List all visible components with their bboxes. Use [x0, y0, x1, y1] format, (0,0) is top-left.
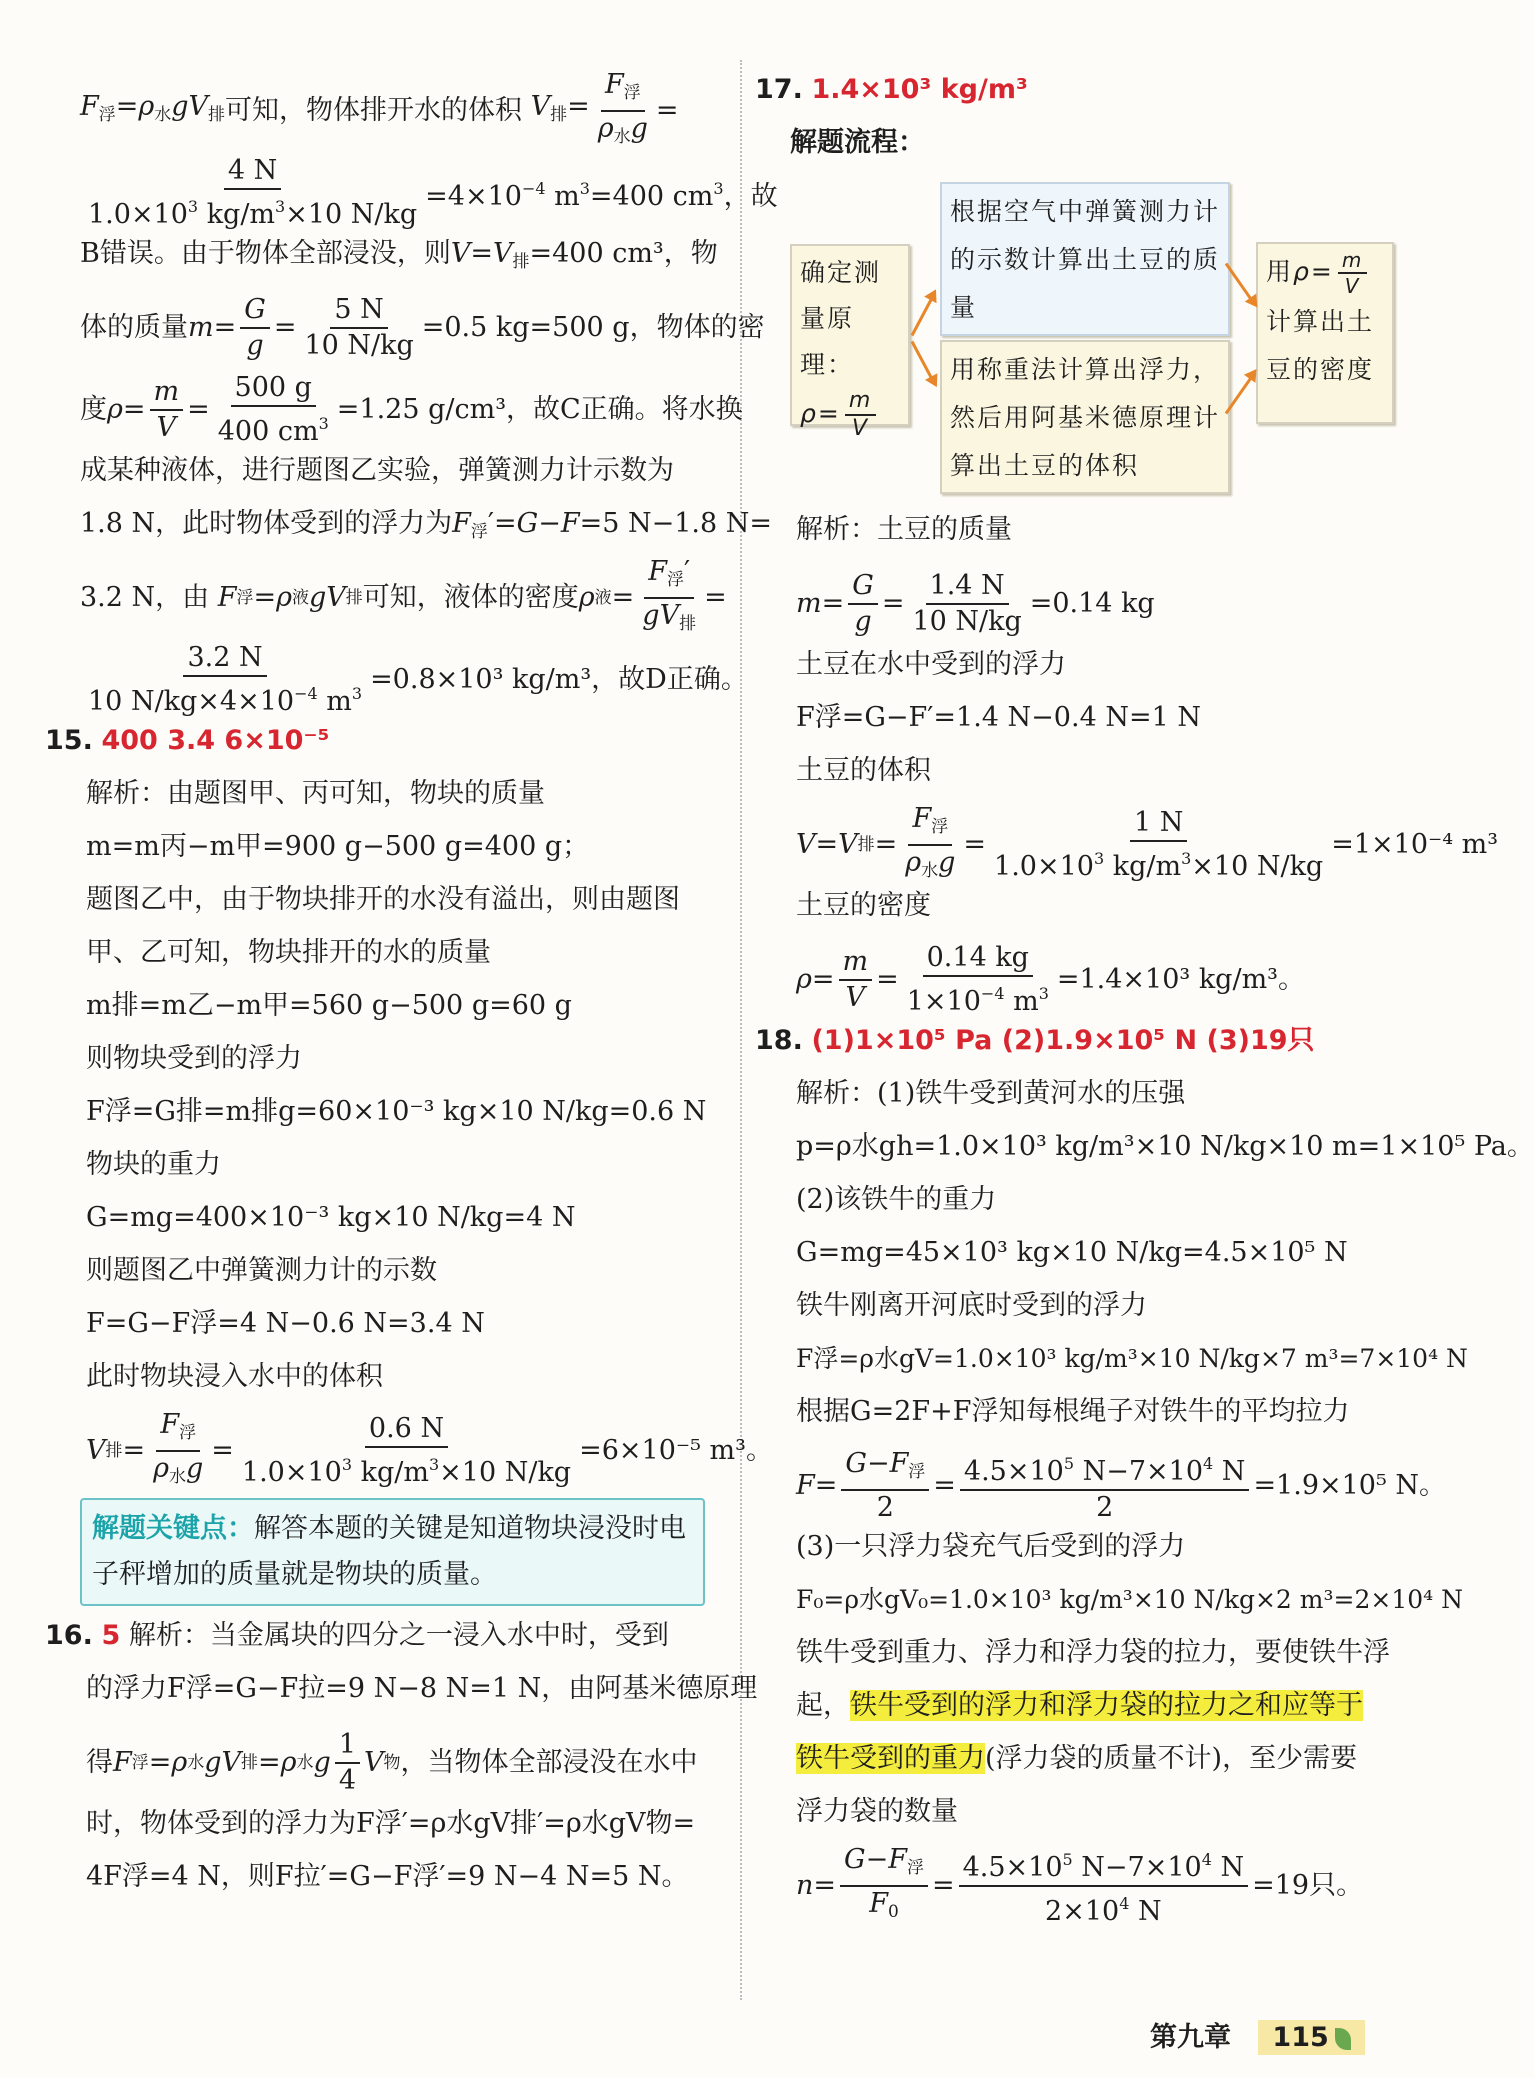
fraction: $\frac{m}{V}$	[1338, 248, 1367, 298]
text: 得	[86, 1747, 113, 1778]
text: 1.8 N，此时物体受到的浮力为	[80, 508, 453, 539]
fraction: $\frac{5 N}{10 N/kg}$	[304, 294, 414, 361]
text-line: G=mg=400×10⁻³ kg×10 N/kg=4 N	[86, 1202, 576, 1233]
column-divider	[740, 60, 742, 2000]
text-line: m=m丙−m甲=900 g−500 g=400 g；	[86, 831, 590, 862]
text: =1.25 g/cm³，故C正确。将水换	[336, 394, 743, 425]
fraction: $\frac{0.14 kg}{1\times 10^{-4} m^3}$	[906, 942, 1049, 1017]
left-column	[45, 69, 778, 1910]
text-line: 则物块受到的浮力	[86, 1043, 302, 1074]
text: 计算出土豆的密度	[1266, 307, 1375, 384]
fraction: $\frac{m}{V}$	[839, 945, 873, 1015]
key-point-label: 解题关键点：	[92, 1513, 254, 1544]
text-line: (2)该铁牛的重力	[796, 1184, 997, 1215]
fraction: $\frac{m}{V}$	[150, 375, 184, 445]
text-line: 则题图乙中弹簧测力计的示数	[86, 1255, 437, 1286]
question-16-header	[45, 1616, 705, 1669]
chapter-label: 第九章	[1150, 2022, 1231, 2053]
text-line: 得 F 浮 = ρ 水 gV 排 = ρ 水 g $\frac{1}{4}$ V 物 ，当物体全部浸没在水中	[86, 1729, 698, 1796]
text-line: 解析：(1)铁牛受到黄河水的压强	[796, 1078, 1186, 1109]
text-line: 4F浮=4 N，则F拉′=G−F浮′=9 N−4 N=5 N。	[86, 1861, 689, 1892]
answer: 1.4×10³ kg/m³	[811, 74, 1028, 105]
text-line: (3)一只浮力袋充气后受到的浮力	[796, 1531, 1186, 1562]
text-line: 物块的重力	[86, 1149, 221, 1180]
answer: (1)1×10⁵ Pa (2)1.9×10⁵ N (3)19只	[811, 1025, 1315, 1056]
fraction: $\frac{3.2 N}{10 N/kg\times 4\times 10^{-4} m^3}$	[88, 642, 363, 717]
highlighted-text: 铁牛受到的重力	[796, 1743, 985, 1774]
key-point-text: 解答本题的关键是知道物块浸没时电子秤增加的质量就是物块的质量。	[92, 1513, 686, 1590]
text-line: $F_浮=\rho_水gV_排$ 可知，物体排开水的体积 $V_排=$ $\frac{F_浮}{\rho_水g}$ =	[80, 70, 705, 152]
flow-box-mass: 根据空气中弹簧测力计的示数计算出土豆的质量	[940, 182, 1230, 336]
process-label: 解题流程：	[790, 127, 925, 158]
highlighted-text: 铁牛受到的浮力和浮力袋的拉力之和应等于	[850, 1690, 1363, 1721]
question-15-header	[45, 721, 705, 774]
fraction: $\frac{1}{4}$	[335, 1728, 360, 1798]
text: 起，	[796, 1690, 850, 1721]
text-line: G=mg=45×10³ kg×10 N/kg=4.5×10⁵ N	[796, 1237, 1348, 1268]
text-line: 土豆在水中受到的浮力	[796, 649, 1066, 680]
question-number: 15.	[45, 725, 93, 756]
question-number: 18.	[755, 1025, 803, 1056]
text-line: V = V 排 = $\frac{F_浮}{\rho_水g}$ = $\frac{1 N}{1.0\times 10^3 kg/m^3\times 10 N/kg}$ =1×10⁻⁴ m³	[790, 804, 1410, 886]
text: 用	[1266, 257, 1294, 286]
fraction: $\frac{G}{g}$	[240, 293, 270, 363]
text-line	[790, 1686, 1410, 1739]
text-line: 体的质量 m = $\frac{G}{g}$ = $\frac{5 N}{10 N/kg}$ =0.5 kg=500 g，物体的密	[80, 294, 765, 361]
question-number: 16.	[45, 1620, 93, 1651]
flow-box-volume: 用称重法计算出浮力，然后用阿基米德原理计算出土豆的体积	[940, 340, 1230, 494]
text: 解析：当金属块的四分之一浸入水中时，受到	[128, 1620, 669, 1651]
text: ，当物体全部浸没在水中	[400, 1747, 698, 1778]
page-number-box	[1258, 2020, 1364, 2055]
text-line: ρ = $\frac{m}{V}$ = $\frac{0.14 kg}{1\times 10^{-4} m^3}$ =1.4×10³ kg/m³。	[796, 942, 1305, 1017]
fraction: $\frac{F_浮'}{gV_排}$	[642, 556, 697, 634]
fraction: $\frac{500 g}{400 cm^3}$	[217, 372, 329, 447]
text-line: F = $\frac{G-F_浮}{2}$ = $\frac{4.5\times 10^5 N-7\times 10^4 N}{2}$ =1.9×10⁵ N。	[796, 1448, 1447, 1523]
page-number: 115	[1272, 2022, 1329, 2053]
flow-arrow	[911, 294, 935, 336]
text-line: 时，物体受到的浮力为F浮′=ρ水gV排′=ρ水gV物=	[86, 1808, 696, 1839]
right-column	[755, 70, 1534, 1927]
text-line: 铁牛受到重力、浮力和浮力袋的拉力，要使铁牛浮	[796, 1637, 1390, 1668]
fraction: $\frac{4 N}{1.0\times 10^3 kg/m^3\times 10 N/kg}$	[88, 155, 418, 230]
fraction: $\frac{4.5\times 10^5 N-7\times 10^4 N}{2\times 10^4 N}$	[959, 1843, 1249, 1929]
key-point-box	[80, 1498, 705, 1606]
fraction: $\frac{F_浮}{\rho_水g}$	[905, 803, 956, 881]
flow-box-principle: 确定测量原理： ρ= $\frac{m}{V}$	[790, 244, 910, 426]
leaf-icon	[1335, 2028, 1351, 2050]
text: =0.14 kg	[1029, 588, 1155, 619]
flow-diagram	[790, 182, 1410, 502]
question-number: 17.	[755, 74, 803, 105]
text: =1×10⁻⁴ m³	[1331, 829, 1499, 860]
text-line: 铁牛刚离开河底时受到的浮力	[796, 1290, 1147, 1321]
text: =400 cm³，物	[529, 238, 718, 269]
text: =0.5 kg=500 g，物体的密	[421, 312, 765, 343]
text-line: F浮=G−F′=1.4 N−0.4 N=1 N	[796, 702, 1201, 733]
text: =1.4×10³ kg/m³。	[1056, 964, 1305, 995]
text-line	[790, 1739, 1410, 1792]
text-line: F浮=ρ水gV=1.0×10³ kg/m³×10 N/kg×7 m³=7×10⁴ N	[796, 1344, 1468, 1373]
text-line: m = $\frac{G}{g}$ = $\frac{1.4 N}{10 N/kg}$ =0.14 kg	[796, 570, 1155, 637]
text-line: 题图乙中，由于物块排开的水没有溢出，则由题图	[86, 884, 680, 915]
flow-box-density: 用ρ= $\frac{m}{V}$ 计算出土豆的密度	[1256, 242, 1394, 424]
question-17-header	[755, 70, 1410, 123]
fraction: $\frac{G}{g}$	[848, 569, 878, 639]
fraction: $\frac{1 N}{1.0\times 10^3 kg/m^3\times 10 N/kg}$	[994, 807, 1324, 882]
text-line: 土豆的体积	[796, 755, 931, 786]
text-line: 解析：由题图甲、丙可知，物块的质量	[86, 778, 545, 809]
flow-arrow	[911, 341, 935, 383]
text-line: B错误。由于物体全部浸没，则$V=V_排=400$ cm³，物	[80, 238, 718, 272]
fraction: $\frac{4.5\times 10^5 N-7\times 10^4 N}{2}$	[960, 1447, 1250, 1525]
answer: 400 3.4 6×10⁻⁵	[101, 725, 330, 756]
text: 3.2 N，由	[80, 582, 210, 613]
text-line: 3.2 N，由 F 浮 = ρ 液 gV 排 可知，液体的密度 ρ 液 = $\frac{F_浮'}{gV_排}$ =	[80, 557, 705, 639]
text-line: 土豆的密度	[796, 890, 931, 921]
text: =1.9×10⁵ N。	[1253, 1470, 1447, 1501]
text-line: 此时物块浸入水中的体积	[86, 1361, 383, 1392]
fraction: $\frac{G-F_浮}{2}$	[841, 1447, 929, 1525]
text-line: 甲、乙可知，物块排开的水的质量	[86, 937, 491, 968]
text: 确定测量原理：	[800, 258, 882, 379]
fraction: $\frac{G-F_浮}{F_0}$	[840, 1843, 928, 1929]
page-footer	[1150, 2015, 1365, 2055]
text: =5 N−1.8 N=	[579, 508, 772, 539]
fraction: $\frac{0.6 N}{1.0\times 10^3 kg/m^3\times 10 N/kg}$	[241, 1413, 572, 1488]
text-line	[80, 639, 748, 721]
text: B错误。由于物体全部浸没，则	[80, 238, 451, 269]
text-line: n = $\frac{G-F_浮}{F_0}$ = $\frac{4.5\times 10^5 N-7\times 10^4 N}{2\times 10^4 N}$ =19只。	[796, 1844, 1364, 1927]
text-line: p=ρ水gh=1.0×10³ kg/m³×10 N/kg×10 m=1×10⁵ Pa。	[796, 1131, 1534, 1162]
text-line: 浮力袋的数量	[796, 1796, 958, 1827]
answer: 5	[101, 1620, 121, 1651]
text: 度	[80, 394, 107, 425]
question-18-header	[755, 1021, 1410, 1074]
fraction: $\frac{F_浮}{\rho_水g}$	[597, 69, 648, 147]
text: =0.8×10³ kg/m³，故D正确。	[370, 664, 748, 695]
text: =6×10⁻⁵ m³。	[579, 1435, 773, 1466]
text: (浮力袋的质量不计)，至少需要	[985, 1743, 1358, 1774]
text-line: 解析：土豆的质量	[796, 514, 1012, 545]
text-line: 成某种液体，进行题图乙实验，弹簧测力计示数为	[80, 455, 674, 486]
text-line: F浮=G排=m排g=60×10⁻³ kg×10 N/kg=0.6 N	[86, 1096, 707, 1127]
text-line: F=G−F浮=4 N−0.6 N=3.4 N	[86, 1308, 485, 1339]
text: =19只。	[1252, 1870, 1364, 1901]
text-line: F₀=ρ水gV₀=1.0×10³ kg/m³×10 N/kg×2 m³=2×10⁴ N	[796, 1585, 1463, 1614]
fraction: $\frac{F_浮}{\rho_水g}$	[153, 1409, 204, 1487]
fraction: $\frac{m}{V}$	[845, 388, 876, 442]
text-line: $\frac{4 N}{1.0\times 10^3 kg/m^3\times 10 N/kg}$ $=4\times 10^{-4}$ $m^3=400$ $cm^3$，故	[80, 152, 705, 234]
fraction: $\frac{1.4 N}{10 N/kg}$	[912, 570, 1022, 637]
text-line: 根据G=2F+F浮知每根绳子对铁牛的平均拉力	[796, 1396, 1350, 1427]
text: 可知，物体排开水的体积	[225, 95, 523, 126]
text-line: 的浮力F浮=G−F拉=9 N−8 N=1 N，由阿基米德原理	[86, 1673, 758, 1704]
text-line: m排=m乙−m甲=560 g−500 g=60 g	[86, 990, 572, 1021]
text-line: 度 ρ = $\frac{m}{V}$ = $\frac{500 g}{400 cm^3}$ =1.25 g/cm³，故C正确。将水换	[80, 372, 743, 447]
text-line: V 排 = $\frac{F_浮}{\rho_水g}$ = $\frac{0.6 N}{1.0\times 10^3 kg/m^3\times 10 N/kg}$ =6×10⁻⁵ m³。	[80, 1410, 705, 1492]
text: 可知，液体的密度	[362, 582, 579, 613]
text-line: 1.8 N，此时物体受到的浮力为$F_浮'=G-F=5$ N−1.8 N=	[80, 508, 772, 542]
text: 体的质量	[80, 312, 188, 343]
